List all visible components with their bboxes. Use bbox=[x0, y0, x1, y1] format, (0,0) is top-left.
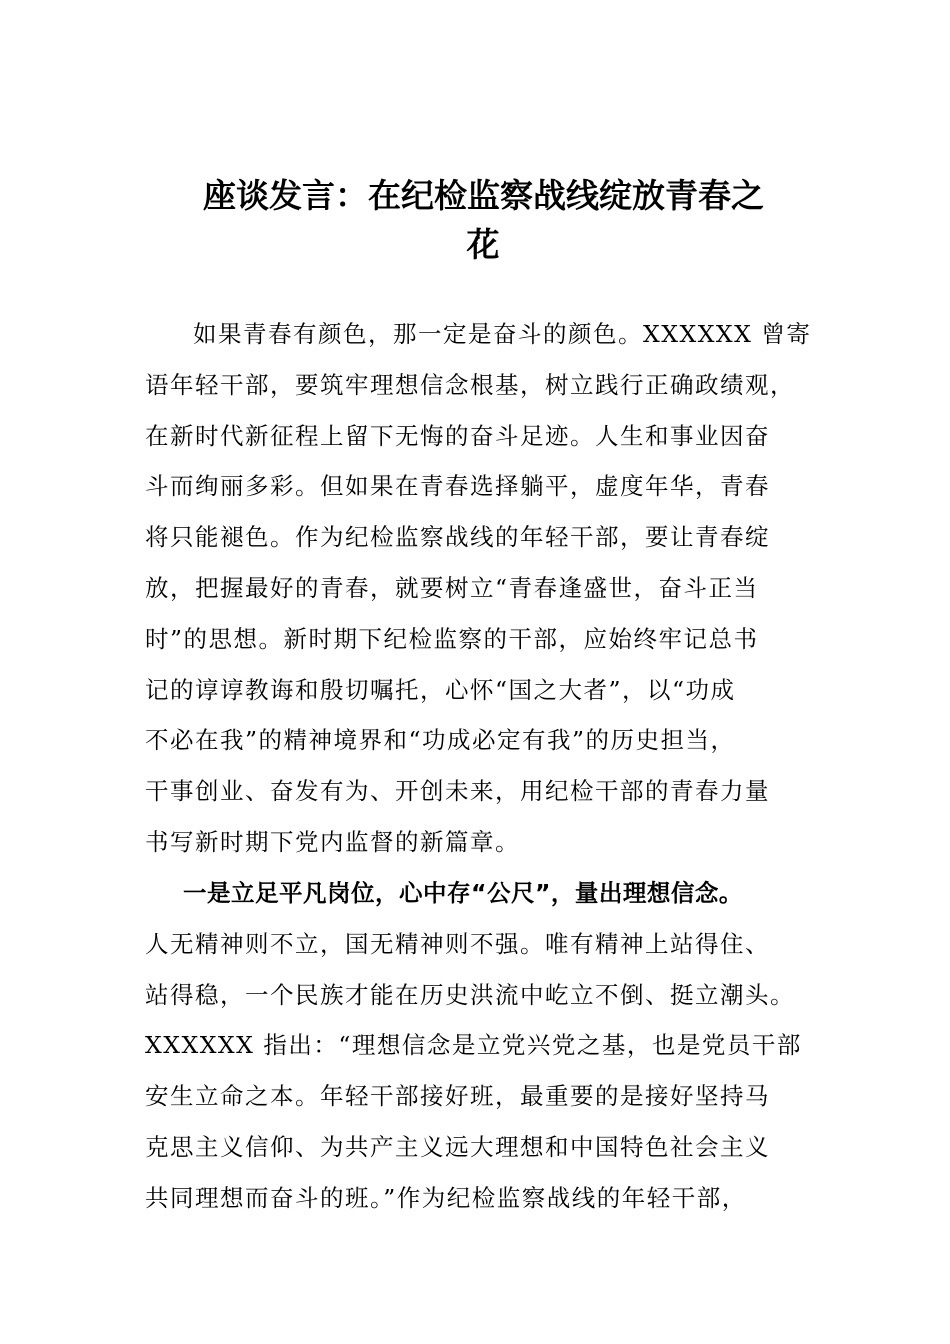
paragraph-line: 干事创业、奋发有为、开创未来，用纪检干部的青春力量 bbox=[145, 777, 770, 806]
paragraph-line: 不必在我”的精神境界和“功成必定有我”的历史担当， bbox=[145, 726, 736, 755]
paragraph-line: XXXXXX 指出：“理想信念是立党兴党之基，也是党员干部 bbox=[145, 1031, 802, 1060]
paragraph-line: 放，把握最好的青春，就要树立“青春逢盛世，奋斗正当 bbox=[145, 573, 759, 602]
paragraph-line: 如果青春有颜色，那一定是奋斗的颜色。XXXXXX 曾寄 bbox=[193, 320, 812, 348]
paragraph-line: 语年轻干部，要筑牢理想信念根基，树立践行正确政绩观， bbox=[145, 370, 795, 399]
paragraph-line: 人无精神则不立，国无精神则不强。唯有精神上站得住、 bbox=[145, 929, 770, 958]
paragraph-line: 克思主义信仰、为共产主义远大理想和中国特色社会主义 bbox=[145, 1132, 770, 1161]
paragraph-line: 斗而绚丽多彩。但如果在青春选择躺平，虚度年华，青春 bbox=[145, 472, 770, 501]
paragraph-line: 安生立命之本。年轻干部接好班，最重要的是接好坚持马 bbox=[145, 1082, 770, 1111]
paragraph-line: 时”的思想。新时期下纪检监察的干部，应始终牢记总书 bbox=[145, 624, 759, 653]
paragraph-line: 将只能褪色。作为纪检监察战线的年轻干部，要让青春绽 bbox=[145, 523, 770, 552]
paragraph-line: 记的谆谆教诲和殷切嘱托，心怀“国之大者”，以“功成 bbox=[145, 675, 736, 704]
paragraph-line: 站得稳，一个民族才能在历史洪流中屹立不倒、挺立潮头。 bbox=[145, 980, 795, 1009]
paragraph-line: 书写新时期下党内监督的新篇章。 bbox=[145, 827, 520, 856]
paragraph-lead-heading: 一是立足平凡岗位，心中存“公尺”，量出理想信念。 bbox=[183, 879, 743, 907]
document-title-line-2: 花 bbox=[466, 225, 500, 264]
paragraph-line: 共同理想而奋斗的班。”作为纪检监察战线的年轻干部， bbox=[145, 1183, 747, 1212]
document-title-line-1: 座谈发言：在纪检监察战线绽放青春之 bbox=[203, 176, 764, 215]
paragraph-point-one bbox=[145, 868, 805, 1224]
paragraph-line: 在新时代新征程上留下无悔的奋斗足迹。人生和事业因奋 bbox=[145, 421, 770, 450]
paragraph-intro bbox=[145, 309, 812, 868]
